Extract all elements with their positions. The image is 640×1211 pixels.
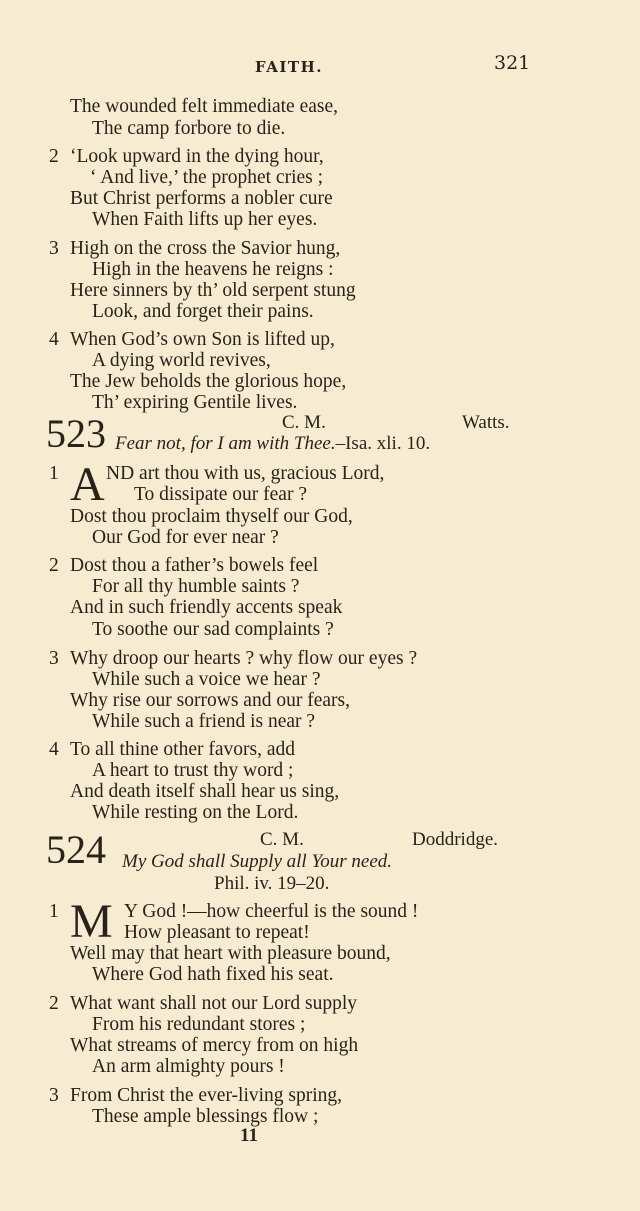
- page-number: 321: [494, 52, 531, 74]
- verse-line: While such a voice we hear ?: [92, 669, 321, 690]
- verse-line: From his redundant stores ;: [92, 1014, 306, 1035]
- signature-mark: 11: [240, 1125, 258, 1146]
- hymn-author: Watts.: [462, 412, 510, 433]
- verse-line: A dying world revives,: [92, 350, 271, 371]
- verse-line: And in such friendly accents speak: [70, 597, 343, 618]
- verse-line: An arm almighty pours !: [92, 1056, 285, 1077]
- verse-line: For all thy humble saints ?: [92, 576, 300, 597]
- verse-line: And death itself shall hear us sing,: [70, 781, 340, 802]
- stanza-number: 4: [49, 329, 59, 350]
- stanza-number: 2: [49, 993, 59, 1014]
- verse-line: How pleasant to repeat!: [124, 922, 310, 943]
- stanza-number: 2: [49, 555, 59, 576]
- stanza-number: 4: [49, 739, 59, 760]
- verse-line: A heart to trust thy word ;: [92, 760, 294, 781]
- scripture-reference: –Isa. xli. 10.: [335, 433, 431, 454]
- verse-line: Th’ expiring Gentile lives.: [92, 392, 298, 413]
- verse-line: To soothe our sad complaints ?: [92, 619, 334, 640]
- verse-line: Our God for ever near ?: [92, 527, 279, 548]
- drop-cap: A: [70, 458, 105, 511]
- scripture-reference: Phil. iv. 19–20.: [214, 873, 330, 894]
- verse-line: Here sinners by th’ old serpent stung: [70, 280, 356, 301]
- verse-line: What want shall not our Lord supply: [70, 993, 358, 1014]
- stanza-number: 3: [49, 238, 59, 259]
- hymn-scripture: My God shall Supply all Your need.: [122, 851, 393, 872]
- verse-line: Why droop our hearts ? why flow our eyes ?: [70, 648, 418, 669]
- scripture-text: Fear not, for I am with Thee.: [115, 433, 336, 454]
- verse-line: ‘ And live,’ the prophet cries ;: [90, 167, 324, 188]
- hymn-meter: C. M.: [282, 412, 326, 433]
- verse-line: The camp forbore to die.: [92, 118, 286, 139]
- verse-line: While resting on the Lord.: [92, 802, 299, 823]
- verse-line: Where God hath fixed his seat.: [92, 964, 334, 985]
- verse-line: These ample blessings flow ;: [92, 1106, 319, 1127]
- drop-cap: M: [70, 895, 113, 948]
- verse-line: To all thine other favors, add: [70, 739, 295, 760]
- verse-line: From Christ the ever-living spring,: [70, 1085, 343, 1106]
- hymn-author: Doddridge.: [412, 829, 499, 850]
- verse-line: Y God !—how cheerful is the sound !: [124, 901, 419, 922]
- verse-line: Well may that heart with pleasure bound,: [70, 943, 391, 964]
- verse-line: Look, and forget their pains.: [92, 301, 314, 322]
- verse-line: ‘Look upward in the dying hour,: [70, 146, 324, 167]
- hymn-meter: C. M.: [260, 829, 304, 850]
- hymn-scripture: [115, 433, 430, 455]
- hymn-number: 523: [46, 411, 106, 456]
- stanza-number: 1: [49, 463, 59, 484]
- verse-line: Why rise our sorrows and our fears,: [70, 690, 350, 711]
- stanza-number: 3: [49, 648, 59, 669]
- verse-line: Dost thou a father’s bowels feel: [70, 555, 319, 576]
- running-title: FAITH.: [255, 58, 323, 76]
- stanza-number: 3: [49, 1085, 59, 1106]
- verse-line: While such a friend is near ?: [92, 711, 316, 732]
- verse-line: High in the heavens he reigns :: [92, 259, 334, 280]
- stanza-number: 2: [49, 146, 59, 167]
- verse-line: When Faith lifts up her eyes.: [92, 209, 318, 230]
- verse-line: When God’s own Son is lifted up,: [70, 329, 335, 350]
- verse-line: To dissipate our fear ?: [134, 484, 307, 505]
- verse-line: The Jew beholds the glorious hope,: [70, 371, 347, 392]
- verse-line: The wounded felt immediate ease,: [70, 96, 339, 117]
- verse-line: Dost thou proclaim thyself our God,: [70, 506, 353, 527]
- verse-line: But Christ performs a nobler cure: [70, 188, 333, 209]
- verse-line: High on the cross the Savior hung,: [70, 238, 341, 259]
- hymn-number: 524: [46, 827, 106, 872]
- verse-line: ND art thou with us, gracious Lord,: [106, 463, 385, 484]
- verse-line: What streams of mercy from on high: [70, 1035, 359, 1056]
- stanza-number: 1: [49, 901, 59, 922]
